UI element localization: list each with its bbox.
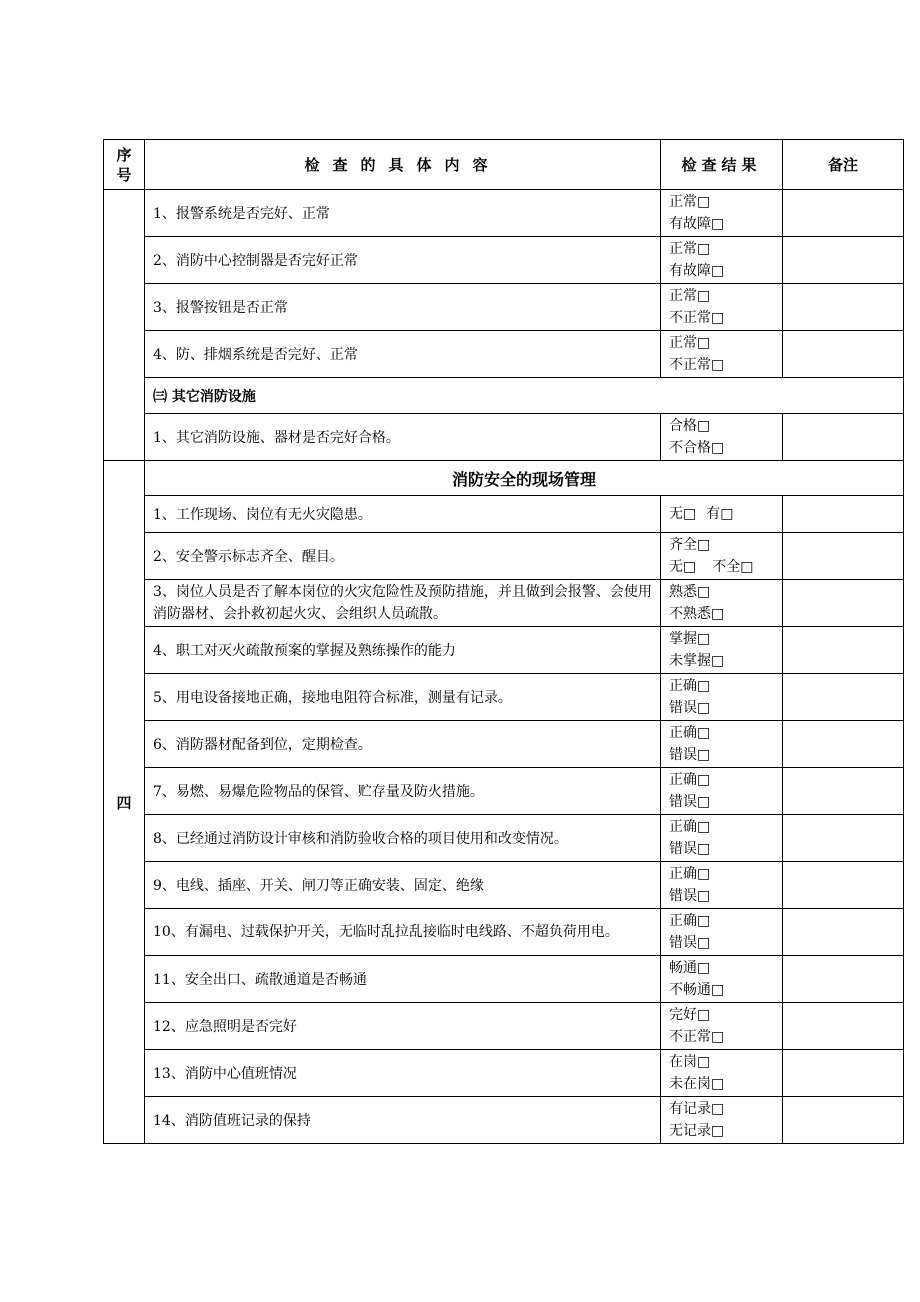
header-seq — [104, 140, 145, 190]
table-row — [104, 1050, 904, 1097]
table-row — [104, 1097, 904, 1144]
result-option[interactable]: 不正常□ — [669, 1029, 725, 1045]
header-content: 检查的具体内容 — [145, 140, 661, 190]
result-option[interactable]: 不全□ — [712, 559, 754, 575]
table-row — [104, 533, 904, 580]
item-content: 13、消防中心值班情况 — [145, 1050, 661, 1097]
item-content: 4、职工对灭火疏散预案的掌握及熟练操作的能力 — [145, 627, 661, 674]
table-row — [104, 284, 904, 331]
item-content: 2、消防中心控制器是否完好正常 — [145, 237, 661, 284]
result-option[interactable]: 错误□ — [669, 700, 711, 716]
result-option[interactable]: 无记录□ — [669, 1123, 725, 1139]
result-option[interactable]: 在岗□ — [669, 1054, 711, 1070]
note-cell[interactable] — [783, 190, 904, 237]
table-row — [104, 237, 904, 284]
result-option[interactable]: 齐全□ — [669, 537, 711, 553]
item-result[interactable] — [661, 533, 783, 580]
item-content: 11、安全出口、疏散通道是否畅通 — [145, 956, 661, 1003]
table-row — [104, 862, 904, 909]
table-row — [104, 496, 904, 533]
item-content: 3、岗位人员是否了解本岗位的火灾危险性及预防措施，并且做到会报警、会使用消防器材、会扑救初起火灾、会组织人员疏散。 — [145, 580, 661, 627]
result-option[interactable]: 错误□ — [669, 747, 711, 763]
result-option[interactable]: 有故障□ — [669, 263, 725, 279]
item-result[interactable] — [661, 674, 783, 721]
result-option[interactable]: 错误□ — [669, 841, 711, 857]
section-four-title: 消防安全的现场管理 — [145, 461, 904, 496]
result-option[interactable]: 错误□ — [669, 888, 711, 904]
note-cell[interactable] — [783, 533, 904, 580]
note-cell[interactable] — [783, 1050, 904, 1097]
result-option[interactable]: 不合格□ — [669, 440, 725, 456]
table-row — [104, 721, 904, 768]
table-row — [104, 815, 904, 862]
item-content: 9、电线、插座、开关、闸刀等正确安装、固定、绝缘 — [145, 862, 661, 909]
result-option[interactable]: 无□ — [669, 506, 697, 522]
section-three-seq-cell — [104, 190, 145, 461]
section-four-number: 四 — [104, 461, 145, 1144]
item-content: 1、报警系统是否完好、正常 — [145, 190, 661, 237]
note-cell[interactable] — [783, 331, 904, 378]
result-option[interactable]: 正常□ — [669, 241, 711, 257]
note-cell[interactable] — [783, 768, 904, 815]
note-cell[interactable] — [783, 862, 904, 909]
result-option[interactable]: 正确□ — [669, 913, 711, 929]
result-option[interactable]: 不正常□ — [669, 310, 725, 326]
item-content: 12、应急照明是否完好 — [145, 1003, 661, 1050]
note-cell[interactable] — [783, 1003, 904, 1050]
item-content: 6、消防器材配备到位，定期检查。 — [145, 721, 661, 768]
item-content: 1、工作现场、岗位有无火灾隐患。 — [145, 496, 661, 533]
result-option[interactable]: 正确□ — [669, 725, 711, 741]
item-result[interactable] — [661, 1097, 783, 1144]
note-cell[interactable] — [783, 956, 904, 1003]
result-option[interactable]: 掌握□ — [669, 631, 711, 647]
result-option[interactable]: 正确□ — [669, 819, 711, 835]
table-row — [104, 909, 904, 956]
note-cell[interactable] — [783, 496, 904, 533]
note-cell[interactable] — [783, 674, 904, 721]
item-result[interactable] — [661, 237, 783, 284]
item-content: 5、用电设备接地正确，接地电阻符合标准，测量有记录。 — [145, 674, 661, 721]
note-cell[interactable] — [783, 284, 904, 331]
table-row — [104, 190, 904, 237]
item-content: 8、已经通过消防设计审核和消防验收合格的项目使用和改变情况。 — [145, 815, 661, 862]
note-cell[interactable] — [783, 237, 904, 284]
note-cell[interactable] — [783, 1097, 904, 1144]
header-note: 备注 — [783, 140, 904, 190]
note-cell[interactable] — [783, 627, 904, 674]
result-option[interactable]: 不畅通□ — [669, 982, 725, 998]
header-seq-top: 序 — [116, 145, 132, 164]
result-option[interactable]: 有故障□ — [669, 216, 725, 232]
subheading-row — [104, 378, 904, 414]
result-option[interactable]: 合格□ — [669, 418, 711, 434]
item-result[interactable] — [661, 956, 783, 1003]
item-result[interactable] — [661, 768, 783, 815]
item-result[interactable] — [661, 627, 783, 674]
item-result[interactable] — [661, 496, 783, 533]
table-row — [104, 627, 904, 674]
result-option[interactable]: 不熟悉□ — [669, 606, 725, 622]
item-content: 1、其它消防设施、器材是否完好合格。 — [145, 414, 661, 461]
note-cell[interactable] — [783, 414, 904, 461]
item-content: 3、报警按钮是否正常 — [145, 284, 661, 331]
table-row — [104, 768, 904, 815]
header-seq-bottom: 号 — [116, 165, 132, 184]
item-content: 4、防、排烟系统是否完好、正常 — [145, 331, 661, 378]
item-result[interactable] — [661, 190, 783, 237]
item-result[interactable] — [661, 580, 783, 627]
item-result[interactable] — [661, 721, 783, 768]
result-option[interactable]: 正确□ — [669, 678, 711, 694]
note-cell[interactable] — [783, 721, 904, 768]
result-option[interactable]: 正常□ — [669, 194, 711, 210]
item-result[interactable] — [661, 1050, 783, 1097]
result-option[interactable]: 不正常□ — [669, 357, 725, 373]
header-result: 检查结果 — [661, 140, 783, 190]
result-option[interactable]: 畅通□ — [669, 960, 711, 976]
result-option[interactable]: 有记录□ — [669, 1101, 725, 1117]
item-result[interactable] — [661, 331, 783, 378]
result-option[interactable]: 无□ — [669, 559, 697, 575]
section-title-row — [104, 461, 904, 496]
item-content: 10、有漏电、过载保护开关，无临时乱拉乱接临时电线路、不超负荷用电。 — [145, 909, 661, 956]
note-cell[interactable] — [783, 815, 904, 862]
table-row — [104, 580, 904, 627]
note-cell[interactable] — [783, 580, 904, 627]
inspection-table — [103, 139, 904, 1144]
result-option[interactable]: 熟悉□ — [669, 584, 711, 600]
item-content: 7、易燃、易爆危险物品的保管、贮存量及防火措施。 — [145, 768, 661, 815]
result-option[interactable]: 未在岗□ — [669, 1076, 725, 1092]
item-result[interactable] — [661, 815, 783, 862]
item-content: 2、安全警示标志齐全、醒目。 — [145, 533, 661, 580]
result-option[interactable]: 有□ — [706, 506, 734, 522]
table-row — [104, 331, 904, 378]
item-result[interactable] — [661, 414, 783, 461]
result-option[interactable]: 正常□ — [669, 288, 711, 304]
result-option[interactable]: 完好□ — [669, 1007, 711, 1023]
result-option[interactable]: 正确□ — [669, 866, 711, 882]
header-row — [104, 140, 904, 190]
result-option[interactable]: 错误□ — [669, 935, 711, 951]
result-option[interactable]: 错误□ — [669, 794, 711, 810]
item-result[interactable] — [661, 284, 783, 331]
item-result[interactable] — [661, 909, 783, 956]
subheading-other-facilities: ㈢ 其它消防设施 — [145, 378, 904, 414]
table-row — [104, 674, 904, 721]
result-option[interactable]: 未掌握□ — [669, 653, 725, 669]
item-result[interactable] — [661, 1003, 783, 1050]
item-content: 14、消防值班记录的保持 — [145, 1097, 661, 1144]
item-result[interactable] — [661, 862, 783, 909]
result-option[interactable]: 正确□ — [669, 772, 711, 788]
result-option[interactable]: 正常□ — [669, 335, 711, 351]
table-row — [104, 1003, 904, 1050]
table-row — [104, 414, 904, 461]
note-cell[interactable] — [783, 909, 904, 956]
table-row — [104, 956, 904, 1003]
